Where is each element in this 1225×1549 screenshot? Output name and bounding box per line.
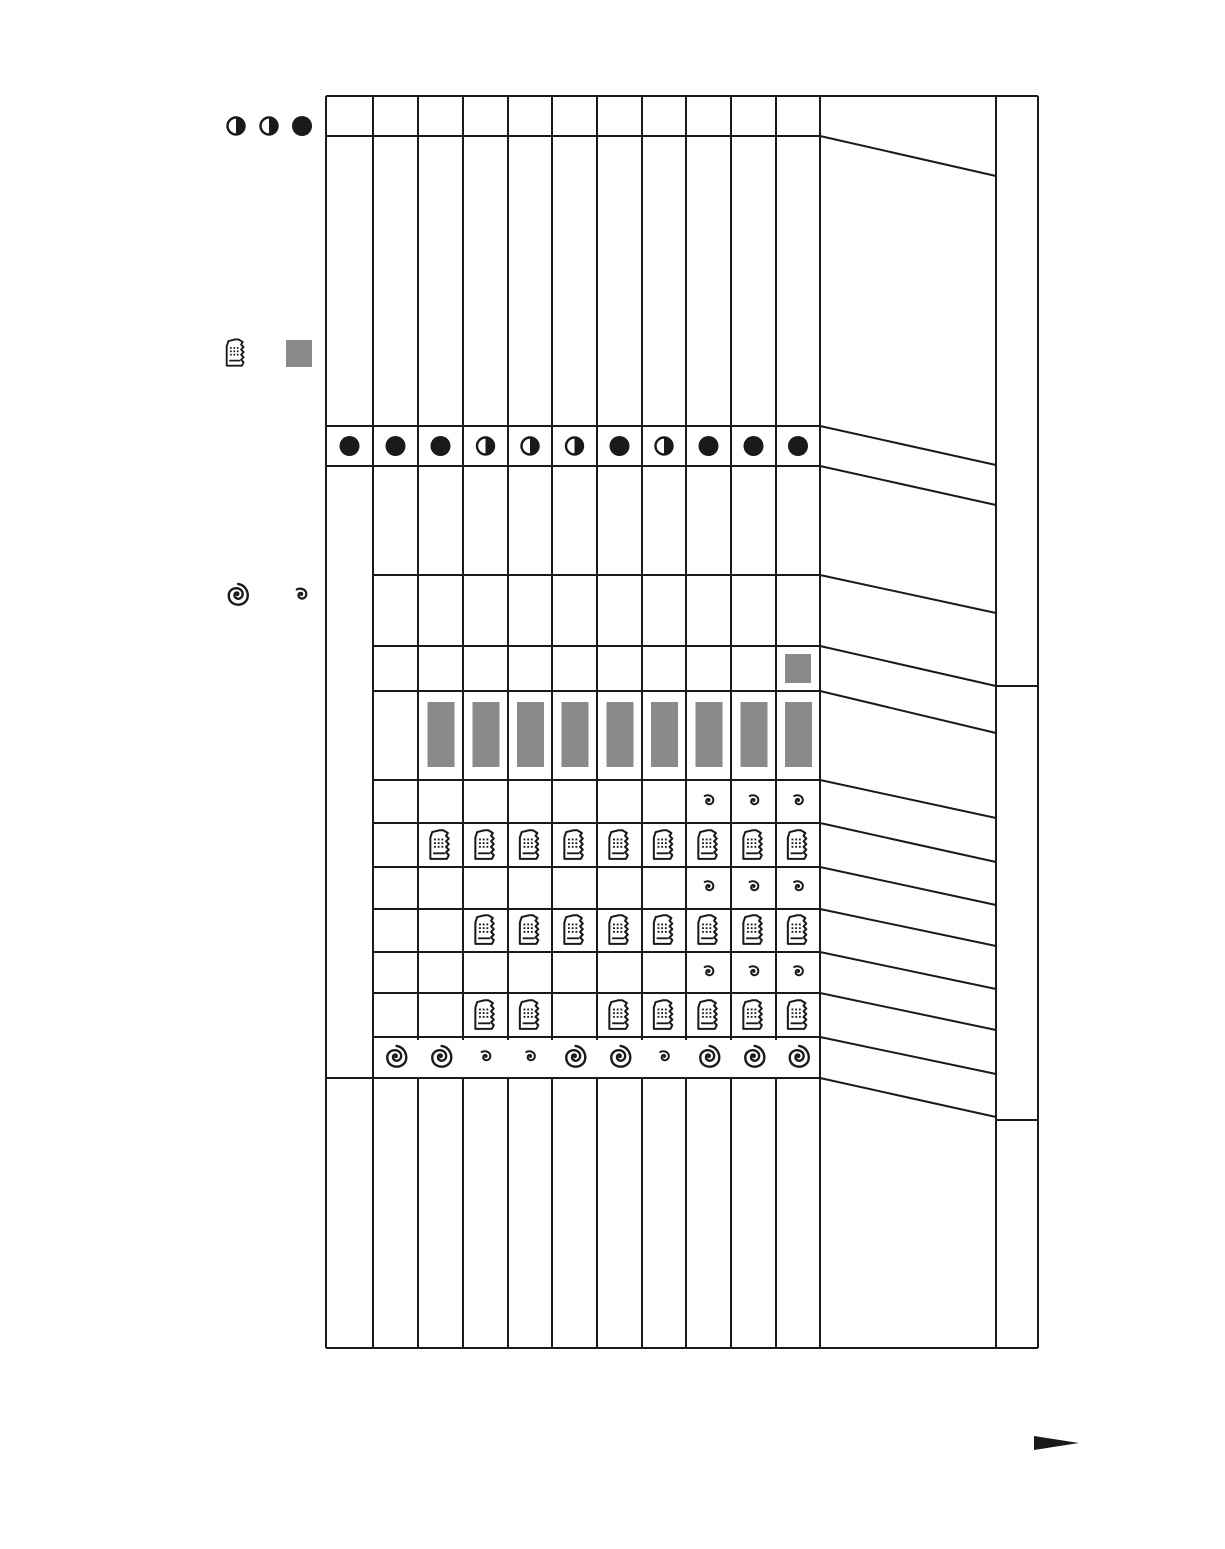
connector-line [820,823,996,862]
arrow-right-icon[interactable] [1034,1436,1079,1450]
full-circle-icon [788,436,808,456]
wash-fill-bar [785,702,812,767]
connector-line [820,426,996,465]
wash-fill-bar [517,702,544,767]
full-circle-icon [386,436,406,456]
small-spiral-icon [297,589,307,599]
large-spiral-icon [745,1046,764,1067]
large-spiral-icon [790,1046,809,1067]
small-spiral-icon [794,966,803,975]
basin-icon [788,830,806,859]
small-spiral-icon [705,795,714,804]
connector-line [820,1078,996,1117]
basin-icon [743,915,761,944]
small-spiral-icon [794,881,803,890]
basin-icon [654,915,672,944]
large-spiral-icon [700,1046,719,1067]
half-circle-icon [522,438,539,455]
half-circle-icon [656,438,673,455]
large-spiral-icon [229,584,248,605]
basin-icon [743,1000,761,1029]
basin-icon [520,830,538,859]
basin-icon [430,830,448,859]
basin-icon [564,915,582,944]
basin-icon [475,1000,493,1029]
half-circle-icon [477,438,494,455]
small-spiral-icon [750,966,759,975]
connector-line [820,575,996,613]
wash-fill-bar [741,702,768,767]
small-spiral-icon [750,795,759,804]
prewash-fill-square [785,654,811,683]
basin-icon [609,1000,627,1029]
program-cells [340,436,813,1067]
small-spiral-icon [705,966,714,975]
small-spiral-icon [794,795,803,804]
wash-fill-bar [607,702,634,767]
connector-line [820,867,996,905]
large-spiral-icon [432,1046,451,1067]
basin-icon [475,915,493,944]
small-spiral-icon [750,881,759,890]
small-spiral-icon [482,1051,491,1060]
full-circle-icon [610,436,630,456]
grey-square-fill [286,340,312,367]
legend [227,116,312,605]
connector-line [820,952,996,989]
half-circle-icon [261,118,278,135]
connector-line [820,780,996,818]
connector-line [820,136,996,176]
large-spiral-icon [611,1046,630,1067]
large-spiral-icon [387,1046,406,1067]
connector-line [820,466,996,505]
basin-icon [698,1000,716,1029]
half-circle-icon [228,118,245,135]
basin-icon [475,830,493,859]
basin-icon [609,830,627,859]
connector-line [820,993,996,1030]
label-connector-lines [820,136,996,1117]
full-circle-icon [292,116,312,136]
full-circle-icon [431,436,451,456]
basin-icon [654,1000,672,1029]
small-spiral-icon [526,1051,535,1060]
basin-icon [788,1000,806,1029]
basin-icon [654,830,672,859]
basin-icon [609,915,627,944]
connector-line [820,646,996,686]
basin-icon [520,1000,538,1029]
half-circle-icon [566,438,583,455]
basin-icon [520,915,538,944]
wash-fill-bar [428,702,455,767]
connector-line [820,691,996,733]
large-spiral-icon [566,1046,585,1067]
connector-line [820,1037,996,1074]
connector-line [820,909,996,946]
wash-fill-bar [562,702,589,767]
wash-fill-bar [473,702,500,767]
full-circle-icon [744,436,764,456]
wash-fill-bar [651,702,678,767]
small-spiral-icon [660,1051,669,1060]
wash-fill-bar [696,702,723,767]
basin-icon [564,830,582,859]
full-circle-icon [340,436,360,456]
basin-icon [698,915,716,944]
basin-icon [698,830,716,859]
basin-icon [743,830,761,859]
small-spiral-icon [705,881,714,890]
full-circle-icon [699,436,719,456]
basin-icon [227,339,244,365]
basin-icon [788,915,806,944]
